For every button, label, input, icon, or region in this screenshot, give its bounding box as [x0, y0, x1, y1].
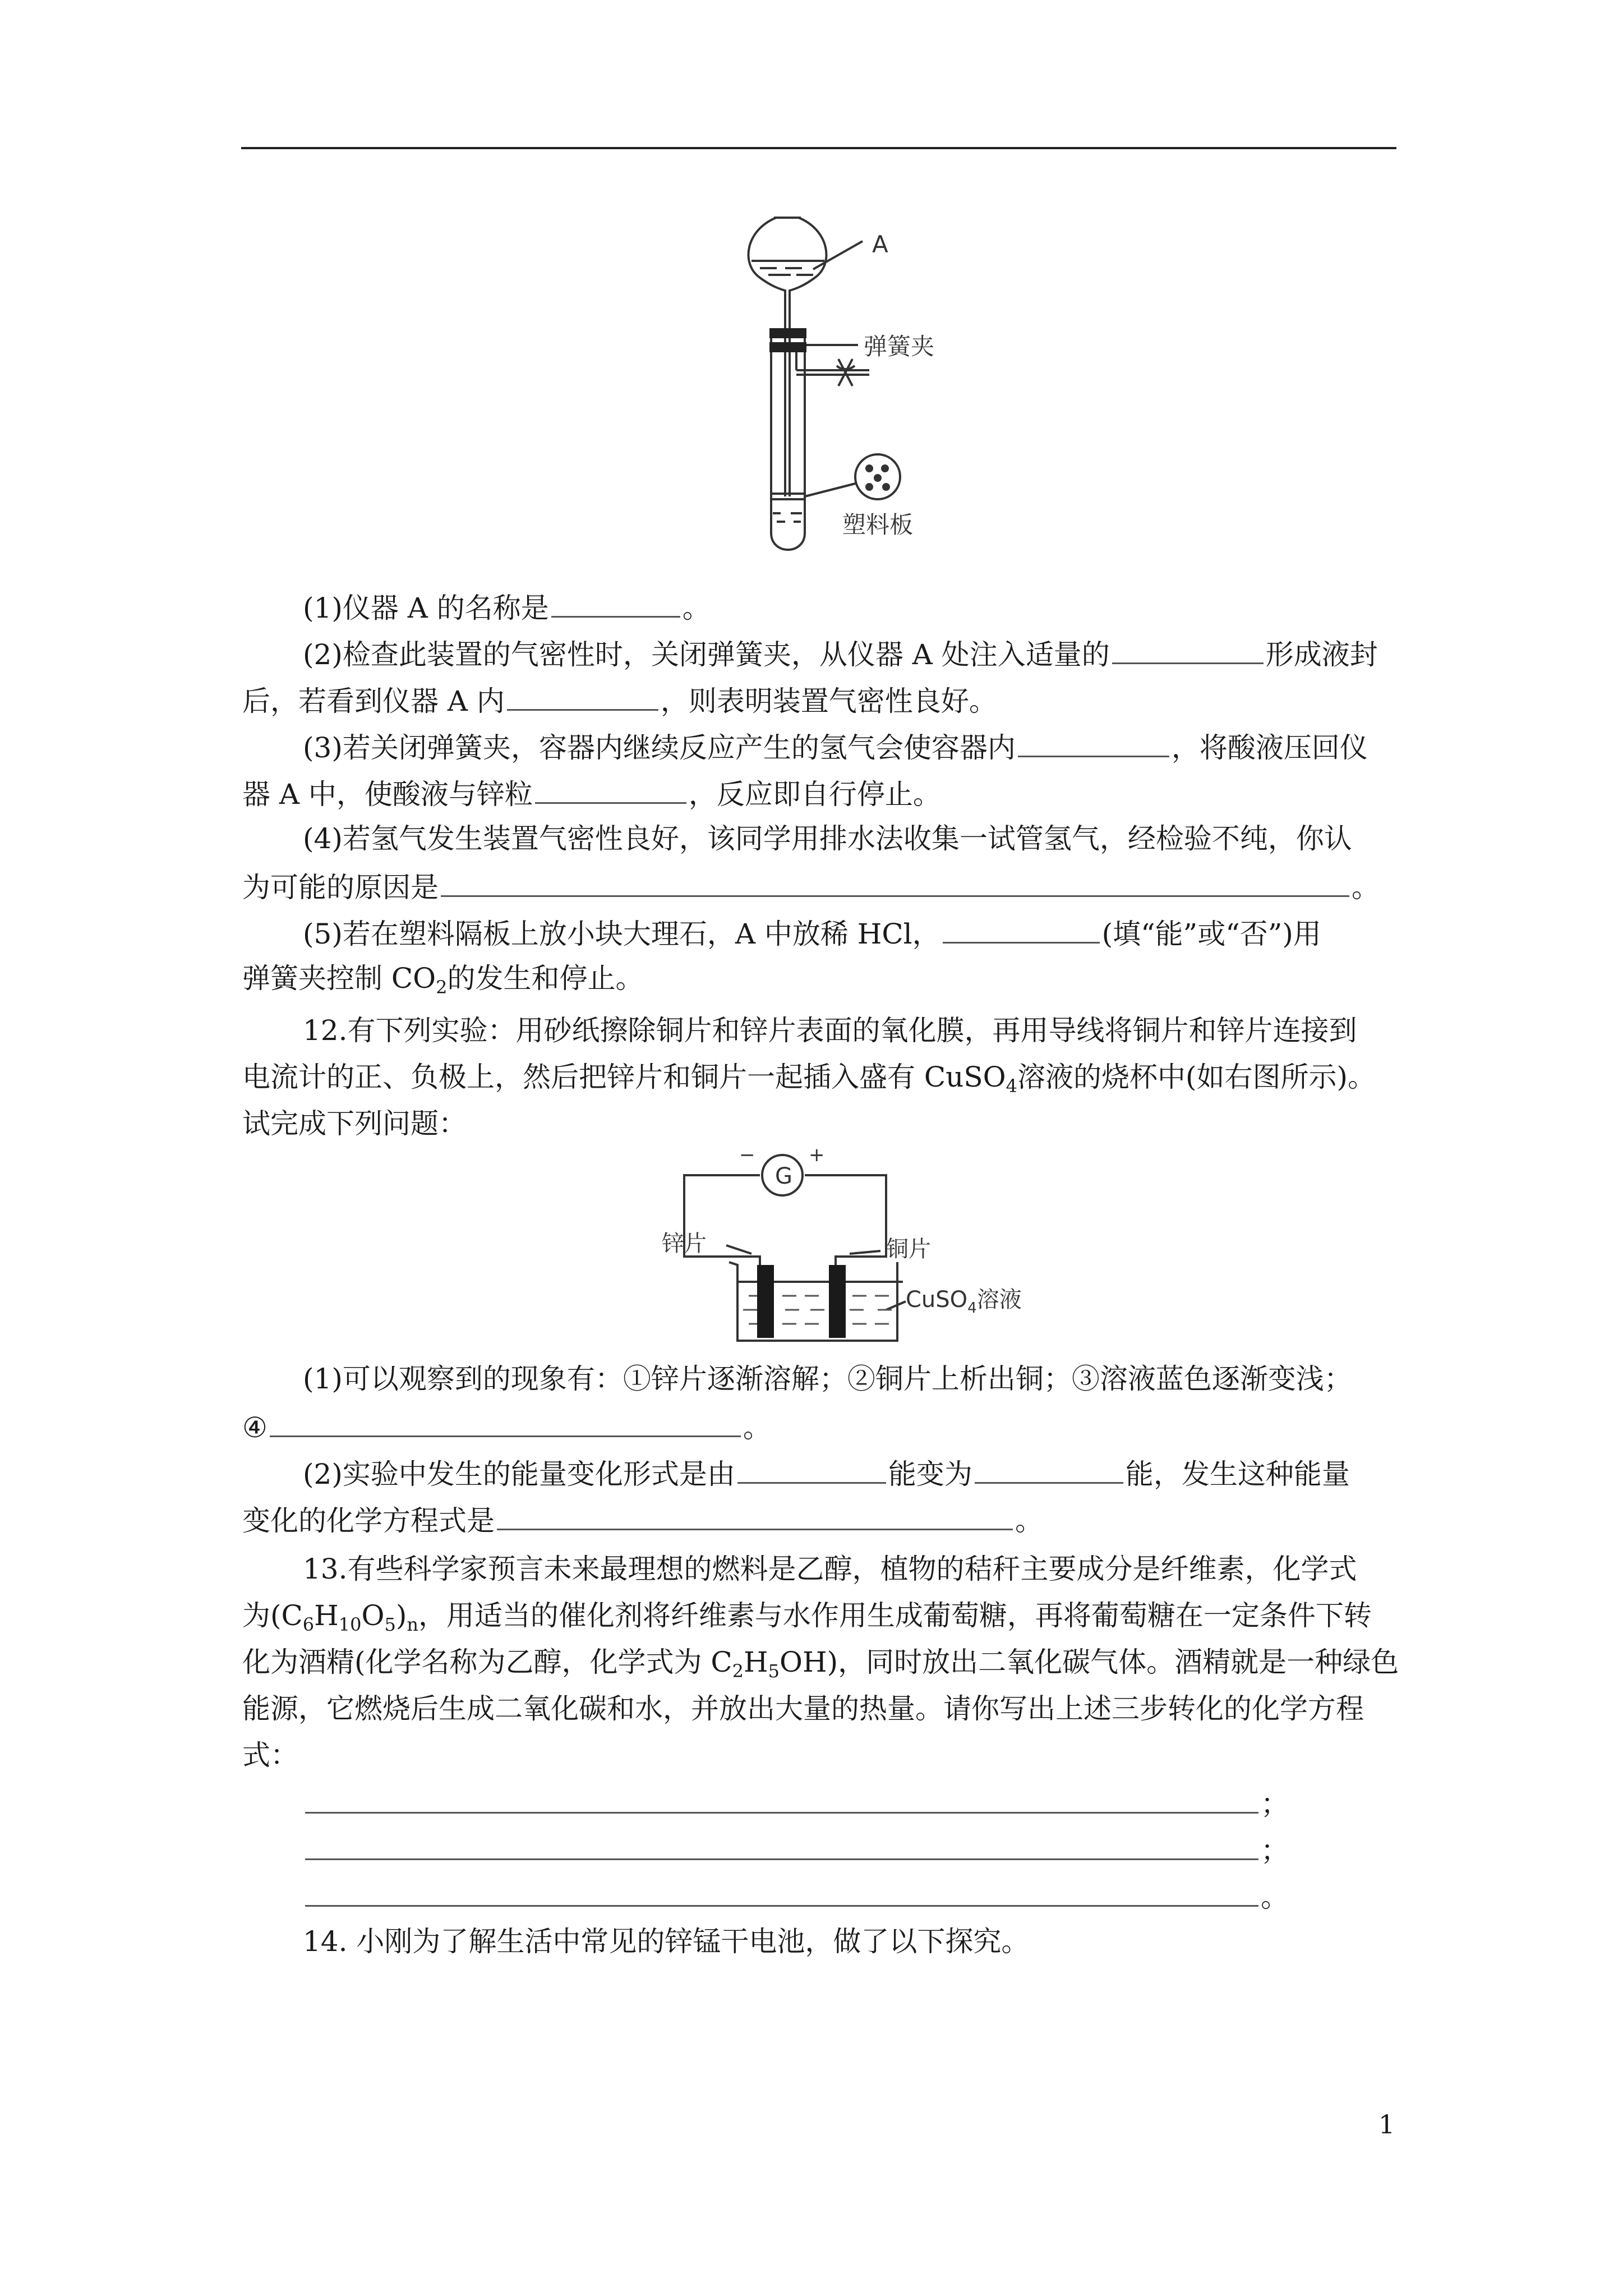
q12-line-3: 试完成下列问题： [242, 1107, 467, 1140]
q14-line-1 [0, 1919, 1623, 1964]
q11-line-4: (3)若关闭弹簧夹，容器内继续反应产生的氢气会使容器内 ，将酸液压回仪 [0, 723, 1623, 768]
galvanometer-label: G [775, 1163, 792, 1189]
plus-sign: + [809, 1144, 825, 1166]
copper-electrode [829, 1265, 846, 1338]
q12-part2-text: (2)实验中发生的能量变化形式是由 [303, 1458, 735, 1490]
answer-blank[interactable] [270, 1403, 741, 1437]
figure-gas-generator [729, 208, 965, 578]
q13-answer-line-2: ； [0, 1826, 1623, 1871]
q12-part1-text: (1)可以观察到的现象有：①锌片逐渐溶解；②铜片上析出铜；③溶液蓝色逐渐变浅； [303, 1363, 1352, 1395]
gas-generator-diagram [729, 208, 965, 578]
q13-line-2: 为$(C_6H_{10}O_5)_n$，用适当的催化剂将纤维素与水作用生成葡萄糖，再将葡萄糖在一定条件下转 [242, 1599, 1372, 1635]
answer-blank[interactable] [737, 1450, 886, 1484]
q12-line-2: 电流计的正、负极上，然后把锌片和铜片一起插入盛有 CuSO$_4$溶液的烧杯中(如右图所示)。 [242, 1061, 1376, 1097]
minus-sign: − [739, 1144, 755, 1166]
q13-line-1 [0, 1547, 1623, 1591]
answer-blank[interactable] [305, 1826, 1258, 1860]
answer-blank[interactable] [507, 677, 658, 711]
q11-part5-text: (5)若在塑料隔板上放小块大理石，A 中放稀 HCl， [303, 918, 940, 950]
q11-line-2: (2)检查此装置的气密性时，关闭弹簧夹，从仪器 A 处注入适量的 形成液封 [0, 630, 1623, 675]
header-rule [241, 147, 1396, 149]
page-number: 1 [1378, 2109, 1395, 2139]
label-zinc: 锌片 [662, 1231, 707, 1257]
q11-part4-text: (4)若氢气发生装置气密性良好，该同学用排水法收集一试管氢气，经检验不纯，你认 [303, 822, 1352, 855]
q12-line-5: ④ 。 [0, 1403, 1623, 1448]
q13-line-4: 能源，它燃烧后生成二氧化碳和水，并放出大量的热量。请你写出上述三步转化的化学方程 [242, 1692, 1364, 1725]
answer-blank[interactable] [535, 770, 686, 804]
q12-line-4 [0, 1356, 1623, 1401]
q12-line-6: (2)实验中发生的能量变化形式是由 能变为 能，发生这种能量 [0, 1450, 1623, 1494]
answer-blank[interactable] [497, 1496, 1013, 1530]
label-solution: CuSO$_4$溶液 [906, 1287, 1022, 1317]
q12-line-7: 变化的化学方程式是 。 [0, 1496, 1623, 1541]
answer-blank[interactable] [551, 583, 680, 618]
answer-blank[interactable] [975, 1450, 1123, 1484]
q13-answer-line-3: 。 [0, 1872, 1623, 1917]
answer-blank[interactable] [305, 1872, 1258, 1907]
q11-part1-text: (1)仪器 A 的名称是 [303, 592, 549, 624]
q11-line-3: 后，若看到仪器 A 内 ，则表明装置气密性良好。 [0, 677, 1623, 721]
answer-blank[interactable] [305, 1779, 1258, 1814]
label-a: A [872, 231, 888, 258]
q11-part2-text: (2)检查此装置的气密性时，关闭弹簧夹，从仪器 A 处注入适量的 [303, 638, 1110, 671]
figure-galvanic-cell [651, 1144, 1032, 1358]
answer-blank[interactable] [1018, 723, 1169, 757]
q14-text: 14. 小刚为了解生活中常见的锌锰干电池，做了以下探究。 [303, 1925, 1030, 1958]
q11-line-5: 器 A 中，使酸液与锌粒 ，反应即自行停止。 [0, 770, 1623, 815]
galvanic-cell-diagram [651, 1144, 1032, 1358]
label-copper: 铜片 [886, 1236, 931, 1262]
q12-intro: 12.有下列实验：用砂纸擦除铜片和锌片表面的氧化膜，再用导线将铜片和锌片连接到 [303, 1014, 1357, 1047]
answer-blank[interactable] [943, 909, 1100, 944]
q13-intro: 13.有些科学家预言未来最理想的燃料是乙醇，植物的秸秆主要成分是纤维素，化学式 [303, 1553, 1357, 1585]
q13-line-5: 式： [242, 1739, 298, 1772]
q11-line-6 [0, 816, 1623, 861]
zinc-electrode [757, 1265, 774, 1338]
q13-answer-line-1: ； [0, 1779, 1623, 1824]
q12-line-1 [0, 1008, 1623, 1053]
q11-line-7: 为可能的原因是 。 [0, 863, 1623, 908]
q11-part3-text: (3)若关闭弹簧夹，容器内继续反应产生的氢气会使容器内 [303, 731, 1016, 764]
q13-line-3: 化为酒精(化学名称为乙醇，化学式为 $C_2H_5OH$)，同时放出二氧化碳气体。酒精就是一种绿色 [242, 1646, 1399, 1682]
label-spring-clamp: 弹簧夹 [864, 333, 935, 360]
answer-blank[interactable] [1112, 630, 1264, 664]
label-plastic-plate: 塑料板 [842, 511, 914, 539]
q11-line-8: (5)若在塑料隔板上放小块大理石，A 中放稀 HCl， (填“能”或“否”)用 [0, 909, 1623, 954]
answer-blank[interactable] [441, 863, 1349, 897]
q11-line-1: (1)仪器 A 的名称是 。 [0, 583, 1623, 628]
q11-line-9: 弹簧夹控制 $CO_2$的发生和停止。 [242, 962, 644, 998]
